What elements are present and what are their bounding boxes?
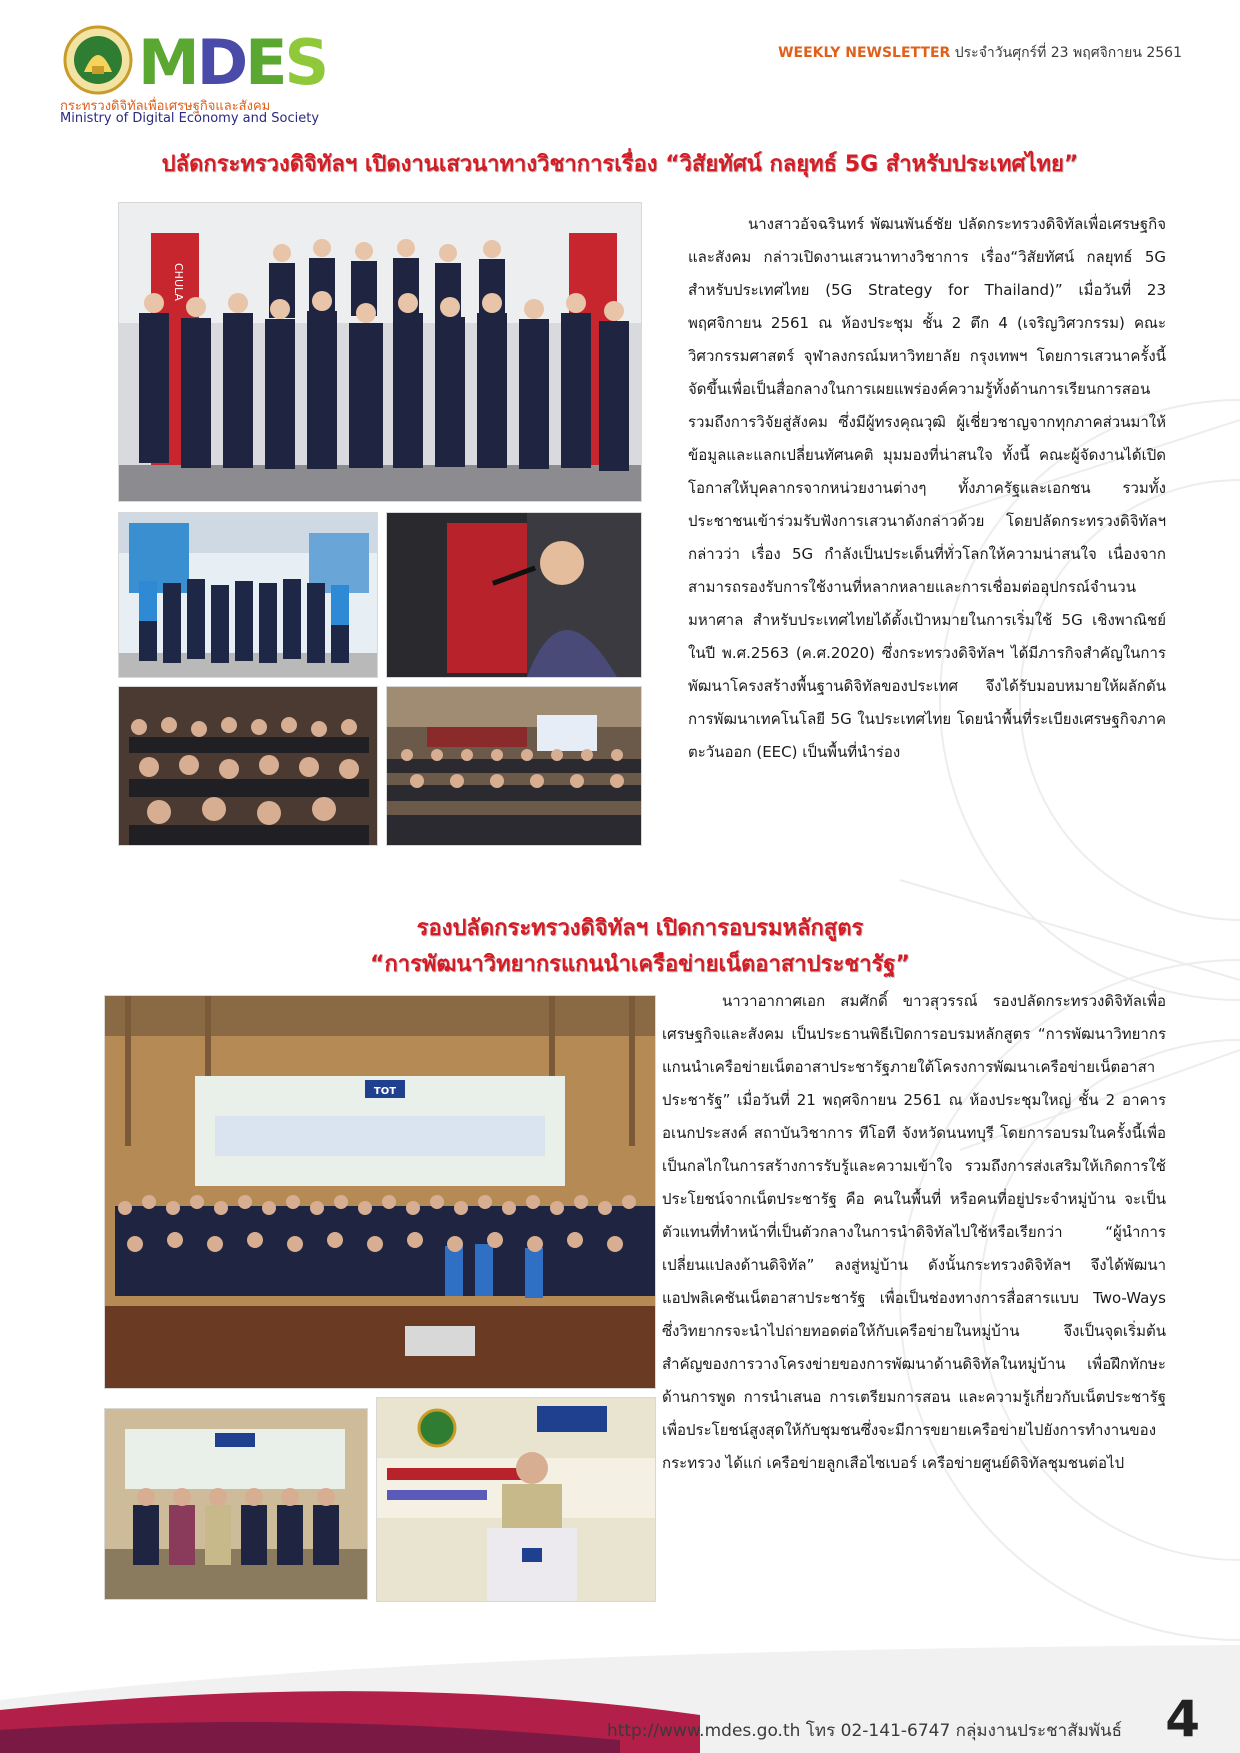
page-number: 4	[1165, 1690, 1200, 1748]
audience-photo-2	[386, 686, 642, 846]
article2-headline-line1: รองปลัดกระทรวงดิจิทัลฯ เปิดการอบรมหลักสูตร	[416, 916, 864, 941]
vip-seated-photo	[104, 1408, 368, 1600]
group-photo-training	[104, 995, 656, 1389]
group-photo-exhibition	[118, 512, 378, 678]
footer-contact: http://www.mdes.go.th โทร 02-141-6747 กลุ่มงานประชาสัมพันธ์	[606, 1721, 1122, 1741]
speaker-photo	[386, 512, 642, 678]
article1-headline: ปลัดกระทรวงดิจิทัลฯ เปิดงานเสวนาทางวิชาการเรื่อง “วิสัยทัศน์ กลยุทธ์ 5G สำหรับประเทศไทย”	[161, 152, 1079, 177]
audience-photo-1	[118, 686, 378, 846]
article1-paragraph: นางสาวอัจฉรินทร์ พัฒนพันธ์ชัย ปลัดกระทรวงดิจิทัลเพื่อเศรษฐกิจและสังคม กล่าวเปิดงานเสวนาทางวิชาการ เรื่อง“วิสัยทัศน์ กลยุทธ์ 5G สำหรับประเทศไทย (5G Strategy for Thailand)” เมื่อวันที่ 23 พฤศจิกายน 2561 ณ ห้องประชุม ชั้น 2 ตึก 4 (เจริญวิศวกรรม) คณะวิศวกรรมศาสตร์ จุฬาลงกรณ์มหาวิทยาลัย กรุงเทพฯ โดยการเสวนาครั้งนี้จัดขึ้นเพื่อเป็นสื่อกลางในการเผยแพร่องค์ความรู้ทั้งด้านการเรียนการสอน รวมถึงการวิจัยสู่สังคม ซึ่งมีผู้ทรงคุณวุฒิ ผู้เชี่ยวชาญจากทุกภาคส่วนมาให้ข้อมูลและแลกเปลี่ยนทัศนคติ มุมมองที่น่าสนใจ ทั้งนี้ คณะผู้จัดงานได้เปิดโอกาสให้บุคลากรจากหน่วยงานต่างๆ ทั้งภาครัฐและเอกชน รวมทั้งประชาชนเข้าร่วมรับฟังการเสวนาดังกล่าวด้วย โดยปลัดกระทรวงดิจิทัลฯ กล่าวว่า เรื่อง 5G กำลังเป็นประเด็นที่ทั่วโลกให้ความน่าสนใจ เนื่องจากสามารถรองรับการใช้งานที่หลากหลายและการเชื่อมต่ออุปกรณ์จำนวนมหาศาล สำหรับประเทศไทยได้ตั้งเป้าหมายในการเริ่มใช้ 5G เชิงพาณิชย์ในปี พ.ศ.2563 (ค.ศ.2020) ซึ่งกระทรวงดิจิทัลฯ ได้มีภารกิจสำคัญในการพัฒนาโครงสร้างพื้นฐานดิจิทัลของประเทศ จึงได้รับมอบหมายให้ผลักดันการพัฒนาเทคโนโลยี 5G ในประเทศไทย โดยนำพื้นที่ระเบียงเศรษฐกิจภาคตะวันออก (EEC) เป็นพื้นที่นำร่อง	[688, 215, 1166, 761]
article2-paragraph: นาวาอากาศเอก สมศักดิ์ ขาวสุวรรณ์ รองปลัดกระทรวงดิจิทัลเพื่อเศรษฐกิจและสังคม เป็นประธานพิธีเปิดการอบรมหลักสูตร “การพัฒนาวิทยากรแกนนำเครือข่ายเน็ตอาสาประชารัฐภายใต้โครงการพัฒนาเครือข่ายเน็ตอาสาประชารัฐ” เมื่อวันที่ 21 พฤศจิกายน 2561 ณ ห้องประชุมใหญ่ ชั้น 2 อาคารอเนกประสงค์ สถาบันวิชาการ ทีโอที จังหวัดนนทบุรี โดยการอบรมในครั้งนี้เพื่อเป็นกลไกในการสร้างการรับรู้และความเข้าใจ รวมถึงการส่งเสริมให้เกิดการใช้ประโยชน์จากเน็ตประชารัฐ คือ คนในพื้นที่ หรือคนที่อยู่ประจำหมู่บ้าน จะเป็นตัวแทนที่ทำหน้าที่เป็นตัวกลางในการนำดิจิทัลไปใช้หรือเรียกว่า “ผู้นำการเปลี่ยนแปลงด้านดิจิทัล” ลงสู่หมู่บ้าน ดังนั้นกระทรวงดิจิทัลฯ จึงได้พัฒนาแอปพลิเคชันเน็ตอาสาประชารัฐ เพื่อเป็นช่องทางการสื่อสารแบบ Two-Ways ซึ่งวิทยากรจะนำไปถ่ายทอดต่อให้กับเครือข่ายในหมู่บ้าน จึงเป็นจุดเริ่มต้นสำคัญของการวางโครงข่ายของการพัฒนาด้านดิจิทัลในหมู่บ้าน เพื่อฝึกทักษะด้านการพูด การนำเสนอ การเตรียมการสอน และความรู้เกี่ยวกับเน็ตประชารัฐ เพื่อประโยชน์สูงสุดให้กับชุมชนซึ่งจะมีการขยายเครือข่ายไปยังการทำงานของกระทรวง ได้แก่ เครือข่ายลูกเสือไซเบอร์ เครือข่ายศูนย์ดิจิทัลชุมชนต่อไป	[662, 992, 1166, 1472]
issue-date: ประจำวันศุกร์ที่ 23 พฤศจิกายน 2561	[954, 45, 1182, 61]
podium-speaker-photo	[376, 1397, 656, 1602]
ministry-seal-icon	[62, 20, 134, 100]
tot-logo-text: TOT	[373, 1086, 397, 1097]
newsletter-label: WEEKLY NEWSLETTER	[778, 45, 951, 61]
newsletter-header	[778, 42, 1182, 64]
ministry-name-english: Ministry of Digital Economy and Society	[60, 111, 320, 126]
article2-body	[662, 985, 1166, 1480]
mdes-logo: MDES	[138, 26, 327, 99]
article1-body	[688, 208, 1166, 769]
article2-headline-line2: “การพัฒนาวิทยากรแกนนำเครือข่ายเน็ตอาสาประชารัฐ”	[370, 952, 910, 977]
chula-banner-text: CHULA	[172, 263, 185, 301]
group-photo-5g-seminar	[118, 202, 642, 502]
ministry-name-thai: กระทรวงดิจิทัลเพื่อเศรษฐกิจและสังคม	[60, 99, 271, 114]
